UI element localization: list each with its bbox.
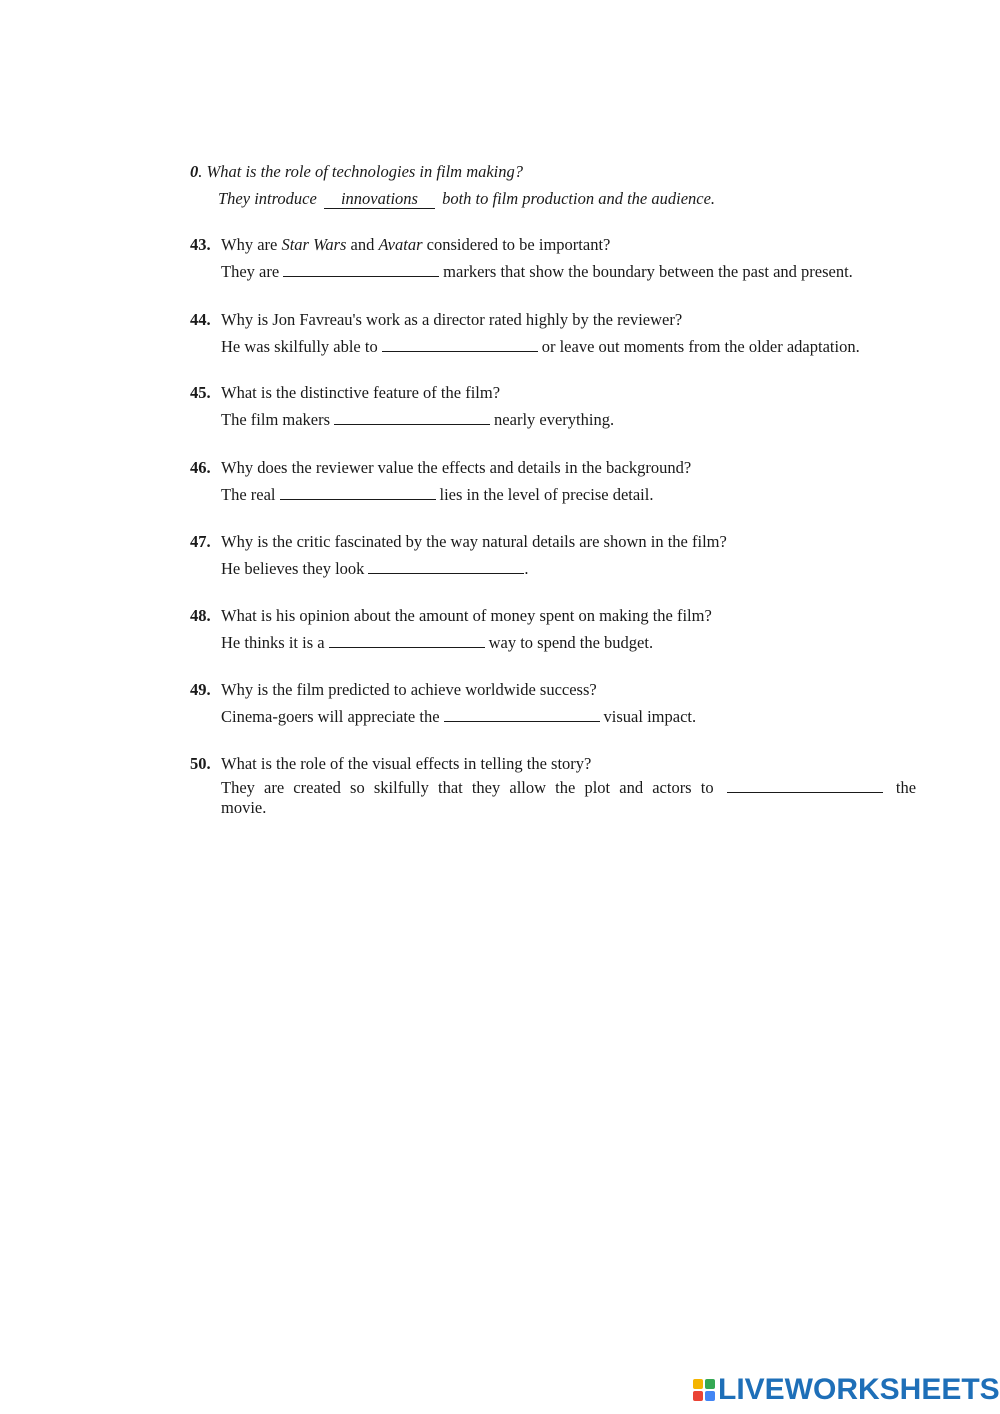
question-number: 44. bbox=[190, 310, 211, 329]
question-line bbox=[190, 676, 916, 703]
answer-blank-50[interactable] bbox=[727, 777, 883, 793]
answer-after: markers that show the boundary between the past and present. bbox=[443, 262, 853, 281]
answer-after: the bbox=[895, 778, 917, 797]
question-item-44 bbox=[190, 306, 916, 360]
answer-before: The film makers bbox=[221, 410, 331, 429]
question-text-after: considered to be important? bbox=[422, 235, 611, 254]
question-text-mid: and bbox=[346, 235, 379, 254]
question-text: Why is Jon Favreau's work as a director rated highly by the reviewer? bbox=[221, 310, 683, 329]
answer-blank-43[interactable] bbox=[283, 261, 439, 277]
answer-blank-48[interactable] bbox=[329, 632, 485, 648]
example-question: . What is the role of technologies in film making? bbox=[198, 162, 524, 181]
answer-before: The real bbox=[221, 485, 276, 504]
question-line bbox=[190, 306, 916, 333]
answer-before: He thinks it is a bbox=[221, 633, 325, 652]
example-answer-after: both to film production and the audience. bbox=[442, 189, 716, 208]
answer-line bbox=[190, 406, 916, 433]
question-text: What is his opinion about the amount of money spent on making the film? bbox=[221, 606, 712, 625]
film-title-avatar: Avatar bbox=[378, 235, 423, 254]
logo-grid-icon bbox=[693, 1379, 715, 1401]
question-number: 47. bbox=[190, 532, 211, 551]
logo-square-red bbox=[693, 1391, 703, 1401]
liveworksheets-logo bbox=[693, 1375, 1000, 1405]
question-number: 50. bbox=[190, 754, 211, 773]
question-number: 48. bbox=[190, 606, 211, 625]
question-text: Why does the reviewer value the effects and details in the background? bbox=[221, 458, 692, 477]
answer-line bbox=[190, 777, 916, 799]
example-answer-fill: innovations bbox=[324, 190, 435, 209]
answer-blank-47[interactable] bbox=[368, 558, 524, 574]
question-number: 45. bbox=[190, 383, 211, 402]
question-line bbox=[190, 602, 916, 629]
answer-line bbox=[190, 629, 916, 656]
question-text-before: Why are bbox=[221, 235, 282, 254]
question-number: 49. bbox=[190, 680, 211, 699]
question-number: 46. bbox=[190, 458, 211, 477]
question-line bbox=[190, 231, 916, 258]
example-question-line bbox=[190, 158, 916, 185]
logo-square-green bbox=[705, 1379, 715, 1389]
question-item-47 bbox=[190, 528, 916, 582]
answer-before: He was skilfully able to bbox=[221, 337, 378, 356]
logo-square-yellow bbox=[693, 1379, 703, 1389]
answer-after: lies in the level of precise detail. bbox=[439, 485, 654, 504]
example-number: 0 bbox=[190, 162, 199, 181]
answer-blank-45[interactable] bbox=[334, 409, 490, 425]
answer-line bbox=[190, 703, 916, 730]
question-line bbox=[190, 750, 916, 777]
question-item-48 bbox=[190, 602, 916, 656]
answer-blank-49[interactable] bbox=[444, 706, 600, 722]
example-item bbox=[190, 158, 916, 212]
answer-line bbox=[190, 333, 916, 360]
answer-continued: movie. bbox=[221, 798, 267, 817]
answer-after: way to spend the budget. bbox=[488, 633, 654, 652]
example-answer-before: They introduce bbox=[218, 189, 317, 208]
question-item-43 bbox=[190, 231, 916, 285]
question-text: Why is the film predicted to achieve worldwide success? bbox=[221, 680, 597, 699]
answer-line bbox=[190, 481, 916, 508]
question-text: What is the role of the visual effects in telling the story? bbox=[221, 754, 592, 773]
question-item-46 bbox=[190, 454, 916, 508]
example-answer-line bbox=[190, 185, 916, 212]
question-item-50 bbox=[190, 750, 916, 817]
question-item-49 bbox=[190, 676, 916, 730]
question-text: What is the distinctive feature of the film? bbox=[221, 383, 501, 402]
film-title-star-wars: Star Wars bbox=[281, 235, 347, 254]
answer-before: They are bbox=[221, 262, 280, 281]
question-number: 43. bbox=[190, 235, 211, 254]
question-line bbox=[190, 528, 916, 555]
logo-text: LIVEWORKSHEETS bbox=[718, 1373, 1000, 1406]
answer-line bbox=[190, 555, 916, 582]
answer-after: visual impact. bbox=[603, 707, 697, 726]
answer-line bbox=[190, 258, 916, 285]
answer-blank-46[interactable] bbox=[280, 484, 436, 500]
answer-after: nearly everything. bbox=[494, 410, 615, 429]
question-line bbox=[190, 379, 916, 406]
answer-blank-44[interactable] bbox=[382, 336, 538, 352]
question-text: Why is the critic fascinated by the way natural details are shown in the film? bbox=[221, 532, 727, 551]
question-item-45 bbox=[190, 379, 916, 433]
answer-before: He believes they look bbox=[221, 559, 365, 578]
answer-continued-line bbox=[190, 799, 916, 817]
answer-after: . bbox=[524, 559, 529, 578]
answer-after: or leave out moments from the older adaptation. bbox=[541, 337, 860, 356]
question-line bbox=[190, 454, 916, 481]
logo-square-blue bbox=[705, 1391, 715, 1401]
answer-before: They are created so skilfully that they allow the plot and actors to bbox=[221, 778, 714, 797]
answer-before: Cinema-goers will appreciate the bbox=[221, 707, 440, 726]
